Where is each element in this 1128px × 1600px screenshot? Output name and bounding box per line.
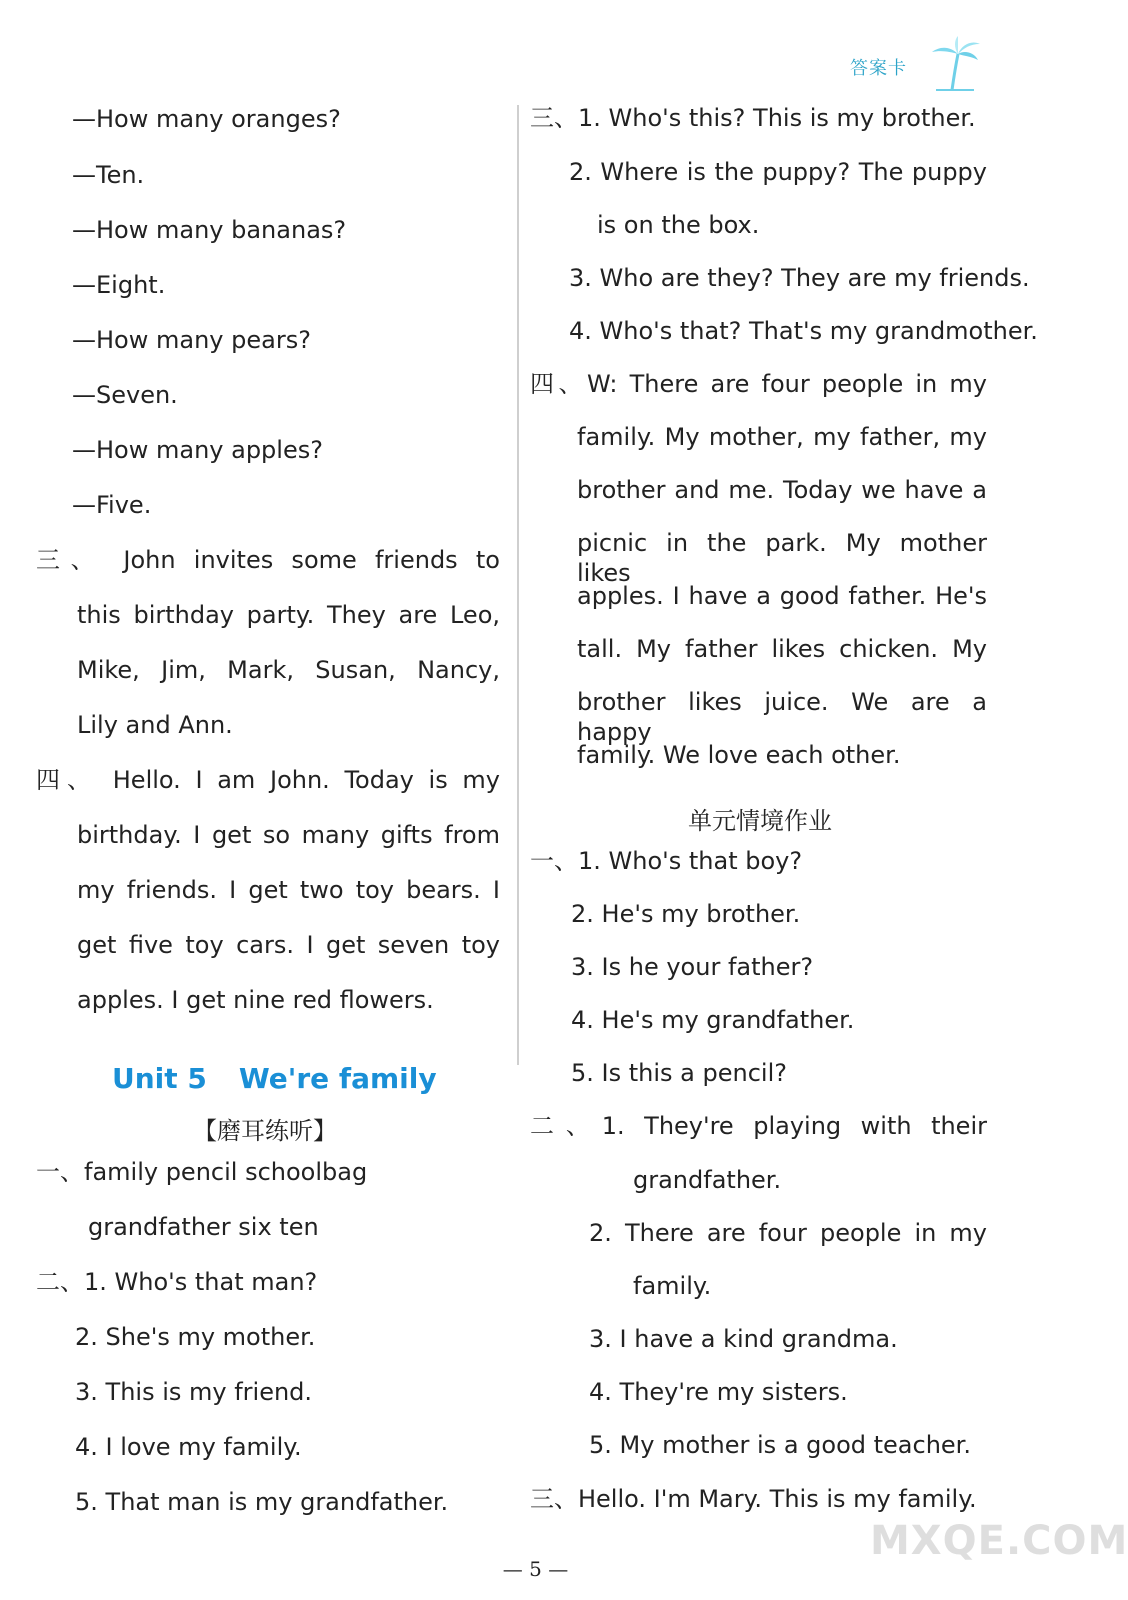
text-line: —Seven. bbox=[72, 381, 178, 409]
text-line: brother likes juice. We are a happy bbox=[577, 688, 987, 746]
text-line: 2. She's my mother. bbox=[75, 1323, 316, 1351]
page-number: — 5 — bbox=[502, 1557, 569, 1581]
watermark-logo: MXQE.COM bbox=[870, 1518, 1128, 1564]
text-line: apples. I have a good father. He's bbox=[577, 582, 987, 610]
text-line: 5. Is this a pencil? bbox=[571, 1059, 787, 1087]
text-line: this birthday party. They are Leo, bbox=[77, 601, 500, 629]
text-line: —How many bananas? bbox=[72, 216, 347, 244]
text-line: family. My mother, my father, my bbox=[577, 423, 987, 451]
text-line: 4. I love my family. bbox=[75, 1433, 302, 1461]
text-line: 4. They're my sisters. bbox=[589, 1378, 848, 1406]
unit-title: We're family bbox=[238, 1062, 437, 1095]
text-line: family. bbox=[633, 1272, 712, 1300]
column-divider bbox=[517, 105, 519, 1065]
text-line: 一、1. Who's that boy? bbox=[530, 847, 803, 875]
text-line: grandfather six ten bbox=[88, 1213, 319, 1241]
header-label: 答案卡 bbox=[850, 58, 907, 79]
text-line: Lily and Ann. bbox=[77, 711, 233, 739]
text-line: 4. He's my grandfather. bbox=[571, 1006, 855, 1034]
text-line: 二、1. Who's that man? bbox=[36, 1268, 318, 1296]
text-line: 4. Who's that? That's my grandmother. bbox=[569, 317, 1038, 345]
text-line: 三、 John invites some friends to bbox=[36, 546, 500, 574]
text-line: 三、1. Who's this? This is my brother. bbox=[530, 104, 976, 132]
text-line: 3. This is my friend. bbox=[75, 1378, 313, 1406]
text-line: —How many apples? bbox=[72, 436, 323, 464]
text-line: —Five. bbox=[72, 491, 152, 519]
text-line: tall. My father likes chicken. My bbox=[577, 635, 987, 663]
unit-number: Unit 5 bbox=[112, 1062, 207, 1095]
text-line: is on the box. bbox=[597, 211, 760, 239]
text-line: my friends. I get two toy bears. I bbox=[77, 876, 500, 904]
text-line: —Eight. bbox=[72, 271, 166, 299]
text-line: 5. That man is my grandfather. bbox=[75, 1488, 449, 1516]
text-line: family. We love each other. bbox=[577, 741, 901, 769]
text-line: brother and me. Today we have a bbox=[577, 476, 987, 504]
text-line: get five toy cars. I get seven toy bbox=[77, 931, 500, 959]
listening-title: 【磨耳练听】 bbox=[193, 1117, 337, 1145]
text-line: 3. Who are they? They are my friends. bbox=[569, 264, 1030, 292]
text-line: 四、W: There are four people in my bbox=[530, 370, 987, 398]
section-title: 单元情境作业 bbox=[688, 807, 832, 835]
text-line: 三、Hello. I'm Mary. This is my family. bbox=[530, 1485, 977, 1513]
text-line: —How many oranges? bbox=[72, 105, 341, 133]
text-line: 二、1. They're playing with their bbox=[530, 1112, 987, 1140]
text-line: 2. Where is the puppy? The puppy bbox=[569, 158, 987, 186]
text-line: 3. Is he your father? bbox=[571, 953, 814, 981]
text-line: —How many pears? bbox=[72, 326, 311, 354]
text-line: birthday. I get so many gifts from bbox=[77, 821, 500, 849]
text-line: apples. I get nine red flowers. bbox=[77, 986, 434, 1014]
text-line: 2. There are four people in my bbox=[589, 1219, 987, 1247]
text-line: picnic in the park. My mother likes bbox=[577, 529, 987, 587]
unit-heading bbox=[112, 1062, 469, 1095]
text-line: 2. He's my brother. bbox=[571, 900, 801, 928]
text-line: —Ten. bbox=[72, 161, 145, 189]
text-line: 一、family pencil schoolbag bbox=[36, 1158, 368, 1186]
text-line: 5. My mother is a good teacher. bbox=[589, 1431, 971, 1459]
palm-tree-icon bbox=[928, 36, 982, 92]
text-line: 四、 Hello. I am John. Today is my bbox=[36, 766, 500, 794]
text-line: 3. I have a kind grandma. bbox=[589, 1325, 898, 1353]
text-line: grandfather. bbox=[633, 1166, 782, 1194]
text-line: Mike, Jim, Mark, Susan, Nancy, bbox=[77, 656, 500, 684]
